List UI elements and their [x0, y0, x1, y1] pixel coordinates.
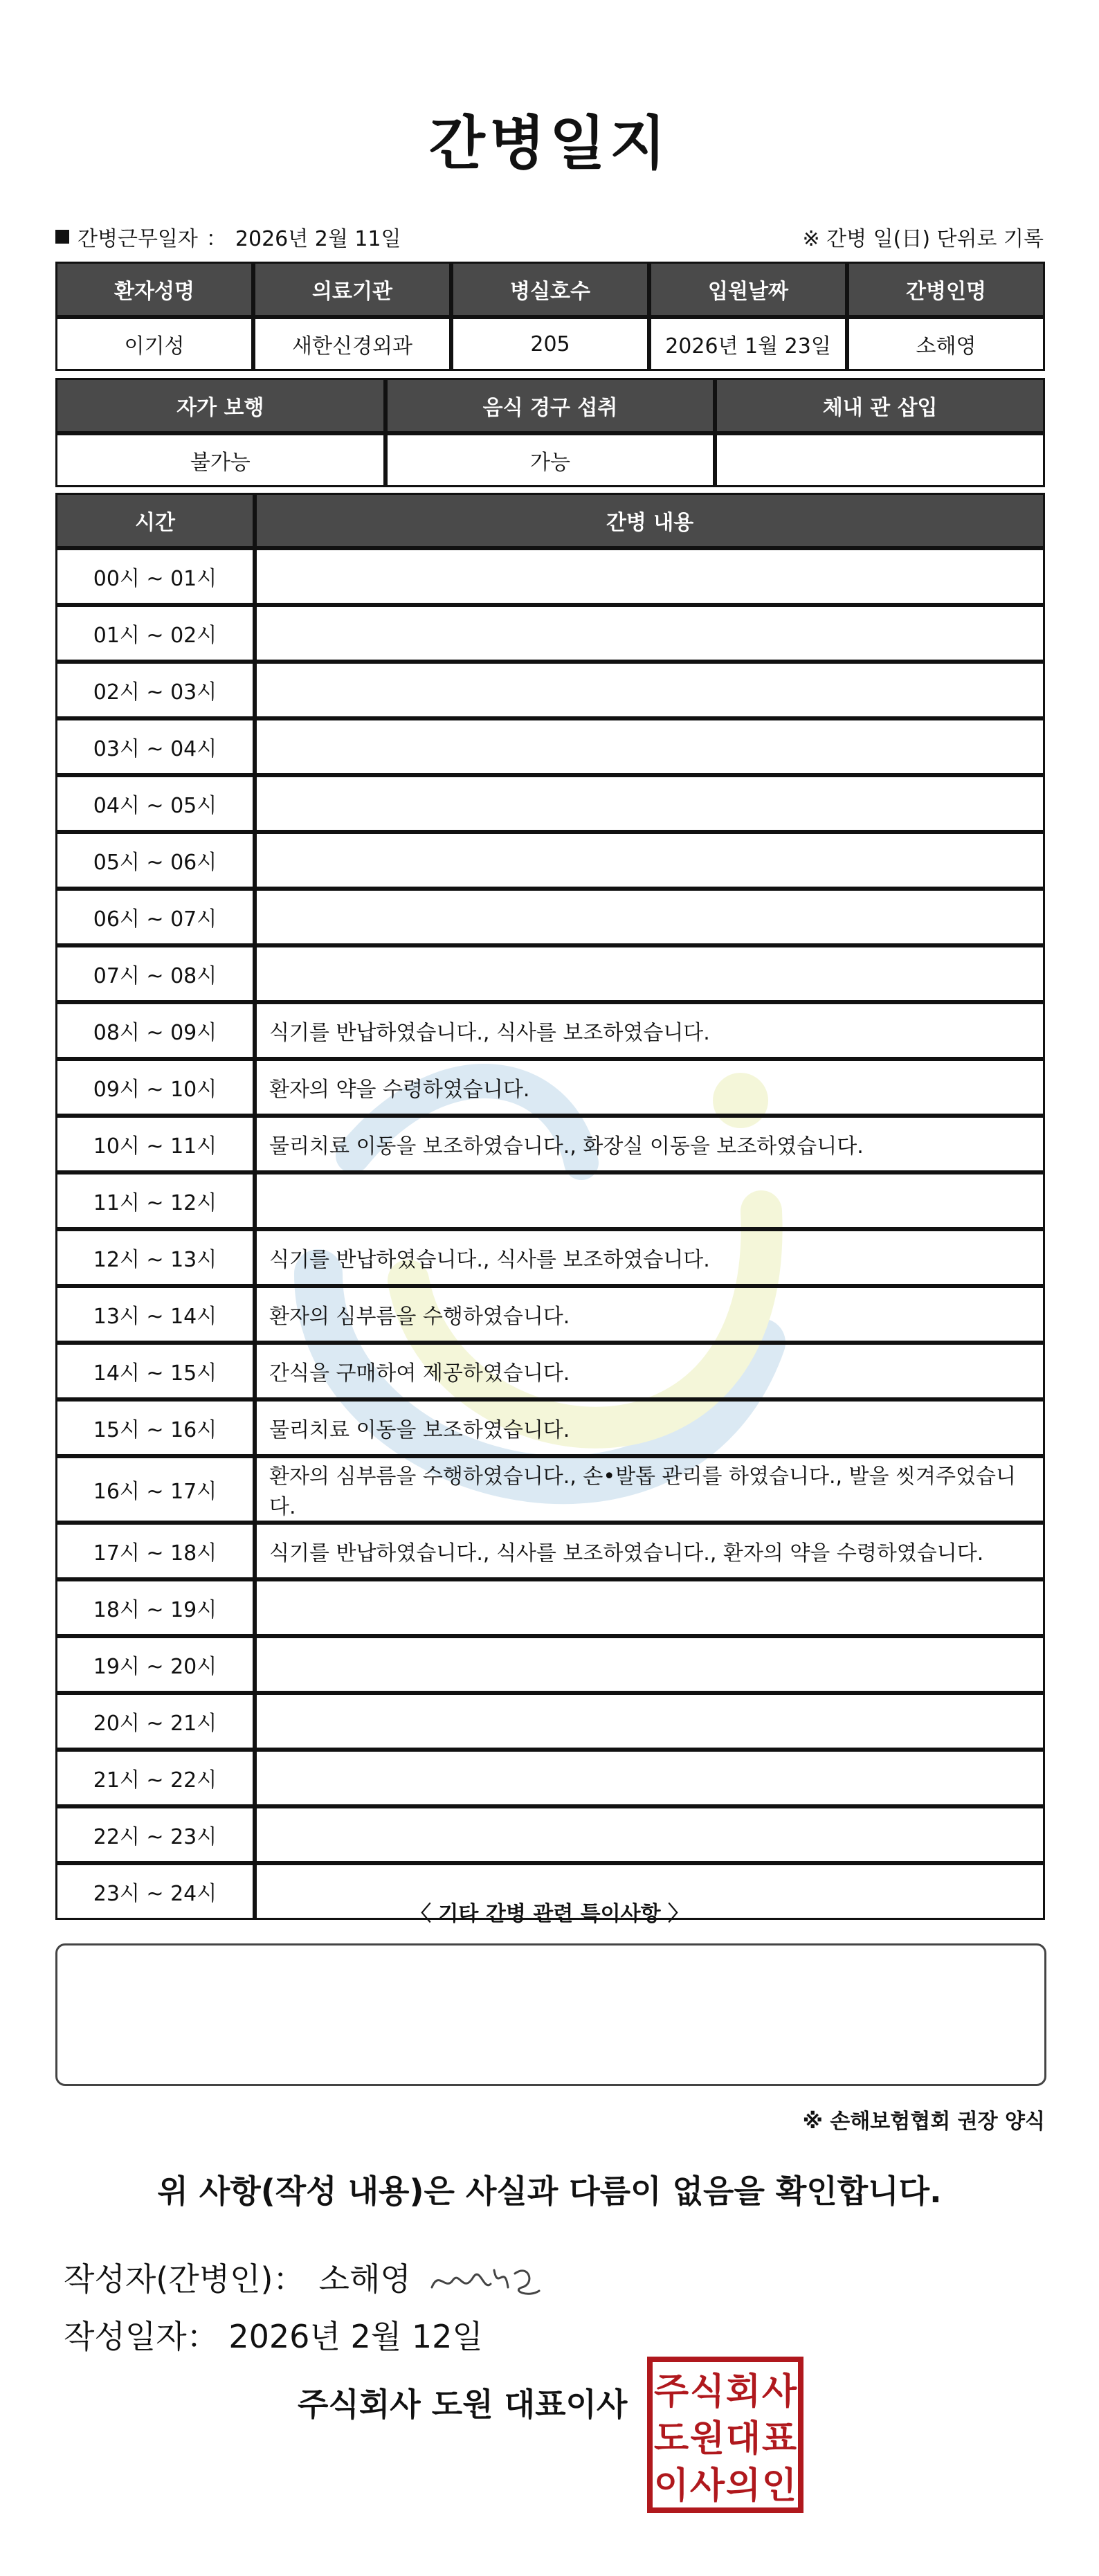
time-cell: 15시 ~ 16시 [55, 1399, 255, 1456]
note-cell: 환자의 심부름을 수행하였습니다. [255, 1286, 1045, 1343]
table-row [55, 1399, 1045, 1456]
caregiver-name: 소해영 [847, 317, 1045, 371]
note-cell: 환자의 심부름을 수행하였습니다., 손•발톱 관리를 하였습니다., 발을 씻겨주었습니다. [255, 1456, 1045, 1523]
time-cell: 14시 ~ 15시 [55, 1343, 255, 1399]
note-cell: 물리치료 이동을 보조하였습니다. [255, 1399, 1045, 1456]
table-row [55, 1579, 1045, 1636]
written-date-label: 작성일자： [64, 2318, 219, 2355]
table-row [55, 1523, 1045, 1579]
written-date-value: 2026년 2월 12일 [228, 2318, 483, 2355]
writer-name: 소해영 [318, 2260, 411, 2298]
note-cell [255, 1806, 1045, 1863]
time-cell: 17시 ~ 18시 [55, 1523, 255, 1579]
table-row [55, 605, 1045, 662]
table-row [55, 662, 1045, 718]
work-date [55, 221, 401, 252]
table-row [55, 1116, 1045, 1172]
header-patient-name: 환자성명 [55, 262, 253, 317]
header-oral-intake: 음식 경구 섭취 [385, 378, 716, 433]
time-cell: 22시 ~ 23시 [55, 1806, 255, 1863]
table-row [55, 1002, 1045, 1059]
time-cell: 12시 ~ 13시 [55, 1229, 255, 1286]
table-row [55, 1172, 1045, 1229]
svg-text:사: 사 [689, 2465, 725, 2507]
patient-table [55, 262, 1045, 371]
note-cell: 식기를 반납하였습니다., 식사를 보조하였습니다. [255, 1002, 1045, 1059]
table-row [55, 1750, 1045, 1806]
time-cell: 20시 ~ 21시 [55, 1693, 255, 1750]
oral-intake-status: 가능 [385, 433, 716, 487]
time-cell: 04시 ~ 05시 [55, 775, 255, 832]
time-cell: 19시 ~ 20시 [55, 1636, 255, 1693]
special-notes-title: 〈 기타 간병 관련 특이사항 〉 [410, 1902, 689, 1926]
time-cell: 00시 ~ 01시 [55, 548, 255, 605]
note-cell: 식기를 반납하였습니다., 식사를 보조하였습니다. [255, 1229, 1045, 1286]
time-cell: 08시 ~ 09시 [55, 1002, 255, 1059]
recommendation-note: ※ 손해보험협회 권장 양식 [802, 2110, 1045, 2134]
note-cell [255, 718, 1045, 775]
time-cell: 10시 ~ 11시 [55, 1116, 255, 1172]
note-cell [255, 548, 1045, 605]
note-cell [255, 832, 1045, 889]
hospital: 새한신경외과 [253, 317, 451, 371]
writer-label: 작성자(간병인)： [64, 2260, 305, 2298]
work-date-colon: ： [206, 227, 227, 251]
company-seal-image [647, 2357, 803, 2513]
time-cell: 01시 ~ 02시 [55, 605, 255, 662]
work-date-value: 2026년 2월 11일 [235, 227, 401, 251]
svg-text:도: 도 [653, 2418, 689, 2460]
special-notes-box [55, 1943, 1046, 2086]
header-hospital: 의료기관 [253, 262, 451, 317]
tube-status [715, 433, 1045, 487]
table-row [55, 1693, 1045, 1750]
header-tube: 체내 관 삽입 [715, 378, 1045, 433]
note-cell [255, 1750, 1045, 1806]
note-cell: 물리치료 이동을 보조하였습니다., 화장실 이동을 보조하였습니다. [255, 1116, 1045, 1172]
signature-image [425, 2249, 543, 2305]
note-cell [255, 945, 1045, 1002]
note-cell [255, 1172, 1045, 1229]
note-cell [255, 889, 1045, 945]
meta-row [55, 221, 1044, 252]
record-note: ※ 간병 일(日) 단위로 기록 [802, 227, 1044, 251]
note-cell [255, 1636, 1045, 1693]
svg-text:대: 대 [725, 2418, 761, 2460]
time-cell: 23시 ~ 24시 [55, 1863, 255, 1920]
note-cell: 식기를 반납하였습니다., 식사를 보조하였습니다., 환자의 약을 수령하였습니다. [255, 1523, 1045, 1579]
table-row [55, 1059, 1045, 1116]
note-cell [255, 1579, 1045, 1636]
table-row [55, 1806, 1045, 1863]
patient-name: 이기성 [55, 317, 253, 371]
note-cell: 간식을 구매하여 제공하였습니다. [255, 1343, 1045, 1399]
walking-status: 불가능 [55, 433, 385, 487]
table-row [55, 945, 1045, 1002]
time-cell: 09시 ~ 10시 [55, 1059, 255, 1116]
note-cell: 환자의 약을 수령하였습니다. [255, 1059, 1045, 1116]
square-bullet-icon [55, 230, 69, 244]
header-walking: 자가 보행 [55, 378, 385, 433]
time-cell: 16시 ~ 17시 [55, 1456, 255, 1523]
time-cell: 21시 ~ 22시 [55, 1750, 255, 1806]
table-row [55, 718, 1045, 775]
time-cell: 13시 ~ 14시 [55, 1286, 255, 1343]
table-row [55, 1229, 1045, 1286]
svg-text:인: 인 [761, 2465, 797, 2507]
table-row [55, 1343, 1045, 1399]
time-cell: 11시 ~ 12시 [55, 1172, 255, 1229]
time-cell: 02시 ~ 03시 [55, 662, 255, 718]
svg-text:원: 원 [689, 2418, 725, 2460]
table-row [55, 1456, 1045, 1523]
header-time: 시간 [55, 493, 255, 548]
svg-text:사: 사 [761, 2371, 797, 2413]
time-cell: 05시 ~ 06시 [55, 832, 255, 889]
table-row [55, 1636, 1045, 1693]
svg-text:주: 주 [653, 2371, 689, 2413]
admission-date: 2026년 1월 23일 [649, 317, 847, 371]
confirmation-statement: 위 사항(작성 내용)은 사실과 다름이 없음을 확인합니다. [157, 2173, 942, 2210]
svg-text:식: 식 [689, 2371, 725, 2413]
header-admission-date: 입원날짜 [649, 262, 847, 317]
writer-row [64, 2249, 543, 2305]
time-cell: 03시 ~ 04시 [55, 718, 255, 775]
company-signature-line: 주식회사 도원 대표이사 [298, 2386, 628, 2423]
table-row [55, 832, 1045, 889]
note-cell [255, 775, 1045, 832]
note-cell [255, 1693, 1045, 1750]
header-care-content: 간병 내용 [255, 493, 1045, 548]
svg-text:회: 회 [725, 2371, 761, 2413]
written-date-row [64, 2312, 483, 2357]
status-table [55, 378, 1045, 487]
time-cell: 18시 ~ 19시 [55, 1579, 255, 1636]
table-row [55, 775, 1045, 832]
work-date-label: 간병근무일자 [78, 227, 198, 251]
svg-text:표: 표 [761, 2418, 797, 2460]
time-cell: 07시 ~ 08시 [55, 945, 255, 1002]
time-cell: 06시 ~ 07시 [55, 889, 255, 945]
note-cell [255, 662, 1045, 718]
care-log-table [55, 493, 1045, 1920]
svg-text:이: 이 [653, 2465, 689, 2507]
table-row [55, 548, 1045, 605]
svg-text:의: 의 [725, 2465, 761, 2507]
header-room: 병실호수 [451, 262, 649, 317]
document-title: 간병일지 [428, 109, 671, 177]
table-row [55, 1286, 1045, 1343]
header-caregiver: 간병인명 [847, 262, 1045, 317]
note-cell [255, 605, 1045, 662]
room-number: 205 [451, 317, 649, 371]
table-row [55, 889, 1045, 945]
